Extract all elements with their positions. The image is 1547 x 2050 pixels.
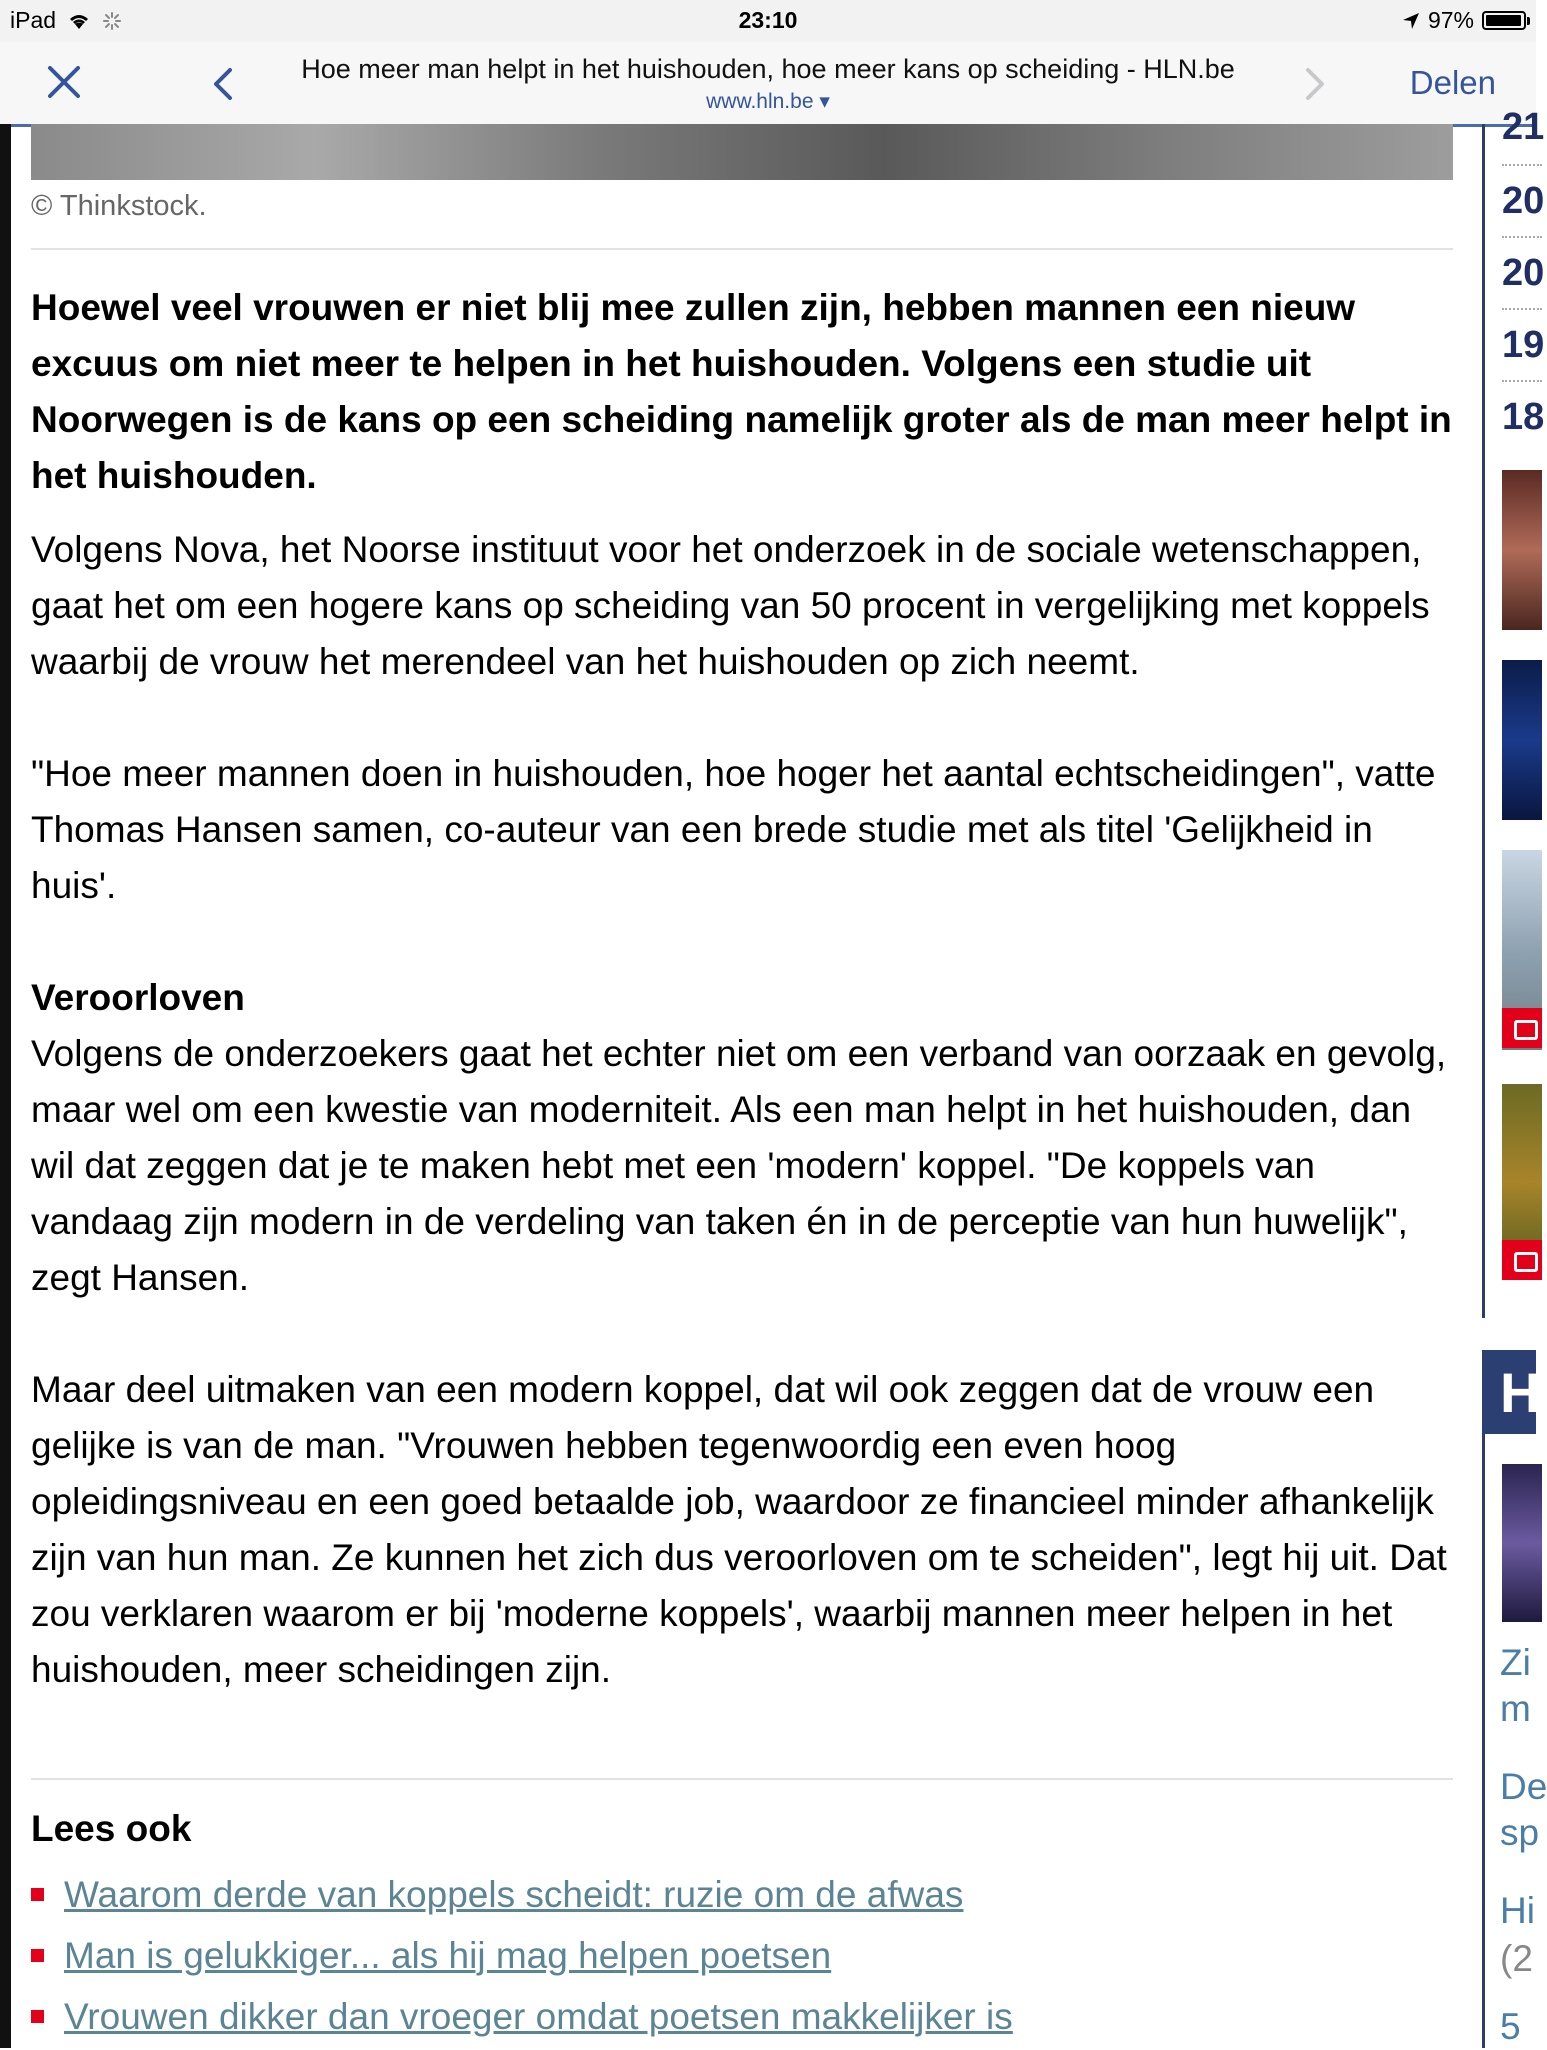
right-sidebar: [1482, 106, 1547, 2048]
sidebar-thumbnail[interactable]: [1502, 660, 1542, 820]
status-bar: [0, 0, 1536, 42]
article-body: [31, 522, 1461, 1754]
article-subheading: Veroorloven: [31, 977, 245, 1018]
sidebar-thumbnail[interactable]: [1502, 470, 1542, 630]
divider: [31, 1778, 1453, 1780]
sidebar-number[interactable]: 18: [1502, 396, 1545, 438]
close-icon[interactable]: [44, 62, 84, 102]
battery-percent: 97%: [1427, 7, 1474, 33]
browser-nav-bar: [0, 42, 1536, 127]
article-photo: [31, 124, 1453, 180]
bullet-icon: [31, 1888, 44, 1901]
location-arrow-icon: [1402, 12, 1420, 30]
sidebar-divider: [1502, 380, 1542, 382]
battery-icon: [1482, 11, 1526, 30]
share-button[interactable]: Delen: [1409, 64, 1496, 101]
sidebar-section-letter: H: [1500, 1361, 1541, 1424]
article-paragraph: Maar deel uitmaken van een modern koppel, dat wil ook zeggen dat de vrouw een gelijke is van de man. "Vrouwen hebben tegenwoordig een even hoog opleidingsniveau en een goed betaalde job, waardoor ze financieel minder afhankelijk zijn van hun man. Ze kunnen het zich dus veroorloven om te scheiden", legt hij uit. Dat zou verklaren waarom er bij 'moderne koppels', waarbij mannen meer helpen in het huishouden, meer scheidingen zijn.: [31, 1369, 1447, 1690]
sidebar-link[interactable]: sp: [1500, 1812, 1540, 1853]
sidebar-section-header: [1482, 1350, 1541, 1434]
sidebar-divider: [1502, 164, 1542, 166]
article-paragraph: Volgens Nova, het Noorse instituut voor het onderzoek in de sociale wetenschappen, gaat het om een hogere kans op scheiding van 50 procent in vergelijking met koppels waarbij de vrouw het merendeel van het huishouden op zich neemt.: [31, 529, 1430, 682]
status-bar-right: [1402, 7, 1526, 34]
article-paragraph: Volgens de onderzoekers gaat het echter niet om een verband van oorzaak en gevolg, maar wel om een kwestie van moderniteit. Als een man helpt in het huishouden, dan wil dat zeggen dat je te maken hebt met een 'modern' koppel. "De koppels van vandaag zijn modern in de verdeling van taken én in de perceptie van hun huwelijk", zegt Hansen.: [31, 1033, 1447, 1298]
bullet-icon: [31, 1949, 44, 1962]
forward-chevron-icon[interactable]: [1300, 64, 1330, 104]
photo-caption: © Thinkstock.: [31, 190, 207, 222]
related-item: [31, 1925, 1013, 1986]
page-title: Hoe meer man helpt in het huishouden, hoe meer kans op scheiding - HLN.be: [301, 54, 1235, 84]
sidebar-link[interactable]: Hi: [1500, 1890, 1535, 1931]
related-title: Lees ook: [31, 1808, 192, 1849]
bullet-icon: [31, 2010, 44, 2023]
sidebar-count: (2: [1500, 1938, 1533, 1979]
status-time: 23:10: [738, 7, 798, 33]
device-label: iPad: [10, 7, 57, 33]
sidebar-border: [1482, 124, 1485, 1318]
related-item: [31, 1864, 1013, 1925]
article-paragraph: "Hoe meer mannen doen in huishouden, hoe hoger het aantal echtscheidingen", vatte Thomas Hansen samen, co-auteur van een brede studie met als titel 'Gelijkheid in huis'.: [31, 753, 1436, 906]
related-link[interactable]: Waarom derde van koppels scheidt: ruzie om de afwas: [64, 1873, 964, 1915]
sidebar-divider: [1502, 236, 1542, 238]
sidebar-link[interactable]: 5: [1500, 2006, 1521, 2047]
related-item: [31, 1986, 1013, 2047]
related-link[interactable]: Vrouwen dikker dan vroeger omdat poetsen makkelijker is: [64, 1995, 1013, 2037]
camera-icon: [1502, 1008, 1542, 1048]
sidebar-link[interactable]: m: [1500, 1688, 1531, 1729]
divider: [31, 248, 1453, 250]
camera-icon: [1502, 1240, 1542, 1280]
related-link[interactable]: Man is gelukkiger... als hij mag helpen poetsen: [64, 1934, 832, 1976]
sidebar-number[interactable]: 19: [1502, 324, 1545, 366]
page-url[interactable]: www.hln.be ▾: [706, 90, 830, 113]
article-lead: Hoewel veel vrouwen er niet blij mee zullen zijn, hebben mannen een nieuw excuus om niet meer te helpen in het huishouden. Volgens een studie uit Noorwegen is de kans op een scheiding namelijk groter als de man meer helpt in het huishouden.: [31, 287, 1452, 496]
sidebar-number[interactable]: 20: [1502, 180, 1545, 222]
sidebar-border: [1482, 1434, 1485, 2048]
sidebar-link[interactable]: De: [1500, 1766, 1547, 1807]
battery-fill: [1486, 15, 1521, 26]
left-edge-strip: [0, 124, 11, 2048]
sidebar-number[interactable]: 21: [1502, 106, 1545, 148]
sidebar-thumbnail[interactable]: [1502, 1464, 1542, 1622]
sidebar-number[interactable]: 20: [1502, 252, 1545, 294]
sidebar-link[interactable]: Zi: [1500, 1642, 1531, 1683]
back-chevron-icon[interactable]: [208, 64, 238, 104]
related-list: [31, 1864, 1013, 2047]
sidebar-divider: [1502, 308, 1542, 310]
